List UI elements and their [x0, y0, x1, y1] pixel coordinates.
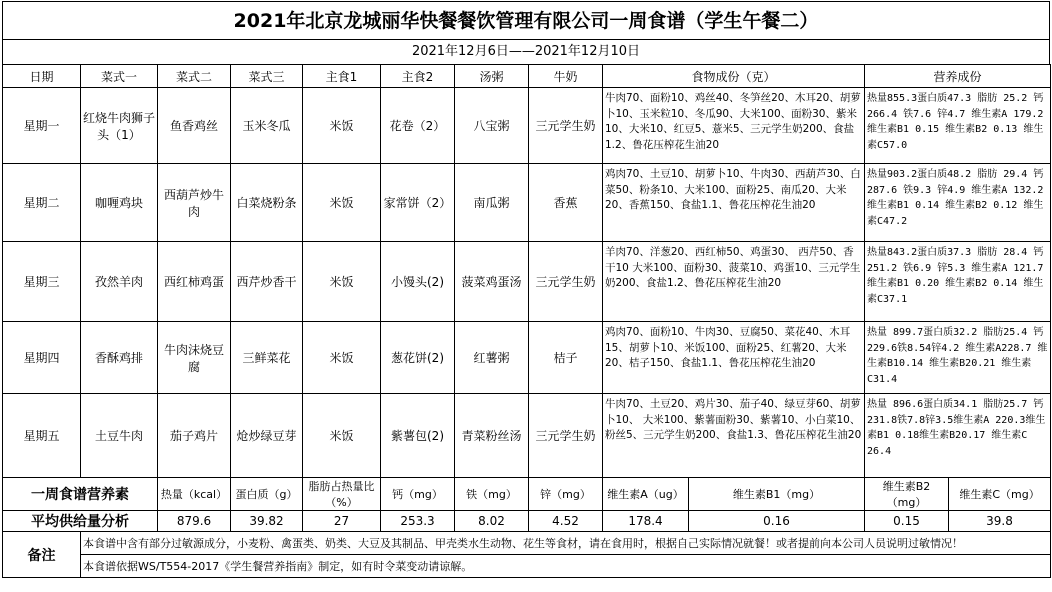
day-cell: 星期一	[3, 88, 81, 164]
milk-cell: 香蕉	[529, 164, 603, 242]
dish3-cell: 玉米冬瓜	[231, 88, 303, 164]
table-row	[3, 242, 1051, 322]
nutrient-col-vitamin-c: 维生素C（mg）	[949, 478, 1051, 511]
avg-fat-ratio: 27	[303, 511, 381, 532]
header-nutrition: 营养成份	[865, 65, 1051, 88]
milk-cell: 桔子	[529, 322, 603, 394]
header-row	[3, 65, 1051, 88]
soup-cell: 南瓜粥	[455, 164, 529, 242]
day-cell: 星期四	[3, 322, 81, 394]
milk-cell: 三元学生奶	[529, 394, 603, 478]
dish1-cell: 香酥鸡排	[81, 322, 158, 394]
nutrient-header-row	[3, 478, 1051, 511]
staple1-cell: 米饭	[303, 88, 381, 164]
staple1-cell: 米饭	[303, 322, 381, 394]
notes-row	[3, 555, 1051, 578]
avg-vitamin-b2: 0.15	[865, 511, 949, 532]
date-range: 2021年12月6日——2021年12月10日	[2, 39, 1050, 64]
food-ingredients-cell: 牛肉70、土豆20、鸡片30、茄子40、绿豆芽60、胡萝卜10、 大米100、紫薯面粉30、紫薯10、小白菜10、粉丝5、三元学生奶200、食盐1.3、鲁花压榨花生油20	[603, 394, 865, 478]
staple2-cell: 葱花饼(2)	[381, 322, 455, 394]
staple2-cell: 小馒头(2)	[381, 242, 455, 322]
food-ingredients-cell: 鸡肉70、土豆10、胡萝卜10、牛肉30、西葫芦30、白菜50、粉条10、大米100、面粉25、南瓜20、大米20、香蕉150、食盐1.1、鲁花压榨花生油20	[603, 164, 865, 242]
soup-cell: 菠菜鸡蛋汤	[455, 242, 529, 322]
dish2-cell: 鱼香鸡丝	[158, 88, 231, 164]
dish2-cell: 西葫芦炒牛肉	[158, 164, 231, 242]
table-row	[3, 394, 1051, 478]
dish2-cell: 茄子鸡片	[158, 394, 231, 478]
staple2-cell: 紫薯包(2)	[381, 394, 455, 478]
average-analysis-label: 平均供给量分析	[3, 511, 158, 532]
staple1-cell: 米饭	[303, 242, 381, 322]
nutrient-col-fat-ratio: 脂肪占热量比（%）	[303, 478, 381, 511]
header-dish2: 菜式二	[158, 65, 231, 88]
table-row	[3, 88, 1051, 164]
header-food: 食物成份（克）	[603, 65, 865, 88]
avg-vitamin-c: 39.8	[949, 511, 1051, 532]
food-ingredients-cell: 鸡肉70、面粉10、牛肉30、豆腐50、菜花40、木耳15、胡萝卜10、米饭100、面粉25、红薯20、大米20、桔子150、食盐1.1、鲁花压榨花生油20	[603, 322, 865, 394]
notes-label: 备注	[3, 532, 81, 578]
notes-standard-text: 本食谱依据WS/T554-2017《学生餐营养指南》制定，如有时令菜变动请谅解。	[81, 555, 1051, 578]
dish3-cell: 西芹炒香干	[231, 242, 303, 322]
header-staple1: 主食1	[303, 65, 381, 88]
dish2-cell: 西红柿鸡蛋	[158, 242, 231, 322]
day-cell: 星期五	[3, 394, 81, 478]
header-day: 日期	[3, 65, 81, 88]
notes-allergen-text: 本食谱中含有部分过敏源成分，小麦粉、禽蛋类、奶类、大豆及其制品、甲壳类水生动物、花生等食材，请在食用时，根据自己实际情况就餐！或者提前向本公司人员说明过敏情况！	[81, 532, 1051, 555]
nutrient-col-vitamin-a: 维生素A（ug）	[603, 478, 689, 511]
soup-cell: 八宝粥	[455, 88, 529, 164]
nutrient-col-calcium: 钙（mg）	[381, 478, 455, 511]
soup-cell: 红薯粥	[455, 322, 529, 394]
nutrient-col-vitamin-b2: 维生素B2（mg）	[865, 478, 949, 511]
nutrient-col-zinc: 锌（mg）	[529, 478, 603, 511]
nutrient-col-protein: 蛋白质（g）	[231, 478, 303, 511]
dish1-cell: 咖喱鸡块	[81, 164, 158, 242]
staple2-cell: 家常饼（2）	[381, 164, 455, 242]
food-ingredients-cell: 羊肉70、洋葱20、西红柿50、鸡蛋30、 西芹50、香干10 大米100、面粉30、菠菜10、鸡蛋10、三元学生奶200、食盐1.2、鲁花压榨花生油20	[603, 242, 865, 322]
dish3-cell: 白菜烧粉条	[231, 164, 303, 242]
header-staple2: 主食2	[381, 65, 455, 88]
nutrient-col-vitamin-b1: 维生素B1（mg）	[689, 478, 865, 511]
dish1-cell: 孜然羊肉	[81, 242, 158, 322]
staple2-cell: 花卷（2）	[381, 88, 455, 164]
avg-calcium: 253.3	[381, 511, 455, 532]
avg-energy: 879.6	[158, 511, 231, 532]
nutrition-cell: 热量 896.6蛋白质34.1 脂肪25.7 钙231.8铁7.8锌3.5维生素A 220.3维生素B1 0.18维生素B20.17 维生素C 26.4	[865, 394, 1051, 478]
dish3-cell: 三鲜菜花	[231, 322, 303, 394]
dish3-cell: 炝炒绿豆芽	[231, 394, 303, 478]
milk-cell: 三元学生奶	[529, 242, 603, 322]
nutrient-col-energy: 热量（kcal）	[158, 478, 231, 511]
nutrient-summary-label: 一周食谱营养素	[3, 478, 158, 511]
staple1-cell: 米饭	[303, 394, 381, 478]
table-row	[3, 164, 1051, 242]
day-cell: 星期二	[3, 164, 81, 242]
page-title: 2021年北京龙城丽华快餐餐饮管理有限公司一周食谱（学生午餐二）	[2, 1, 1050, 40]
header-dish3: 菜式三	[231, 65, 303, 88]
nutrient-average-row	[3, 511, 1051, 532]
day-cell: 星期三	[3, 242, 81, 322]
avg-zinc: 4.52	[529, 511, 603, 532]
header-soup: 汤粥	[455, 65, 529, 88]
nutrition-cell: 热量903.2蛋白质48.2 脂肪 29.4 钙 287.6 铁9.3 锌4.9 维生素A 132.2 维生素B1 0.14 维生素B2 0.12 维生素C47.2	[865, 164, 1051, 242]
avg-vitamin-b1: 0.16	[689, 511, 865, 532]
avg-protein: 39.82	[231, 511, 303, 532]
milk-cell: 三元学生奶	[529, 88, 603, 164]
table-row	[3, 322, 1051, 394]
header-milk: 牛奶	[529, 65, 603, 88]
notes-row	[3, 532, 1051, 555]
dish2-cell: 牛肉沫烧豆腐	[158, 322, 231, 394]
weekly-menu-table	[2, 64, 1051, 578]
nutrition-cell: 热量855.3蛋白质47.3 脂肪 25.2 钙 266.4 铁7.6 锌4.7 维生素A 179.2 维生素B1 0.15 维生素B2 0.13 维生素C57.0	[865, 88, 1051, 164]
staple1-cell: 米饭	[303, 164, 381, 242]
dish1-cell: 红烧牛肉狮子头（1）	[81, 88, 158, 164]
avg-vitamin-a: 178.4	[603, 511, 689, 532]
nutrient-col-iron: 铁（mg）	[455, 478, 529, 511]
nutrition-cell: 热量 899.7蛋白质32.2 脂肪25.4 钙229.6铁8.54锌4.2 维生素A228.7 维生素B10.14 维生素B20.21 维生素C31.4	[865, 322, 1051, 394]
header-dish1: 菜式一	[81, 65, 158, 88]
dish1-cell: 土豆牛肉	[81, 394, 158, 478]
avg-iron: 8.02	[455, 511, 529, 532]
food-ingredients-cell: 牛肉70、面粉10、鸡丝40、冬笋丝20、木耳20、胡萝卜10、玉米粒10、冬瓜90、大米100、面粉30、紫米10、大米10、红豆5、薏米5、三元学生奶200、食盐1.2、鲁花压榨花生油20	[603, 88, 865, 164]
menu-sheet	[2, 1, 1050, 590]
nutrition-cell: 热量843.2蛋白质37.3 脂肪 28.4 钙 251.2 铁6.9 锌5.3 维生素A 121.7 维生素B1 0.20 维生素B2 0.14 维生素C37.1	[865, 242, 1051, 322]
soup-cell: 青菜粉丝汤	[455, 394, 529, 478]
